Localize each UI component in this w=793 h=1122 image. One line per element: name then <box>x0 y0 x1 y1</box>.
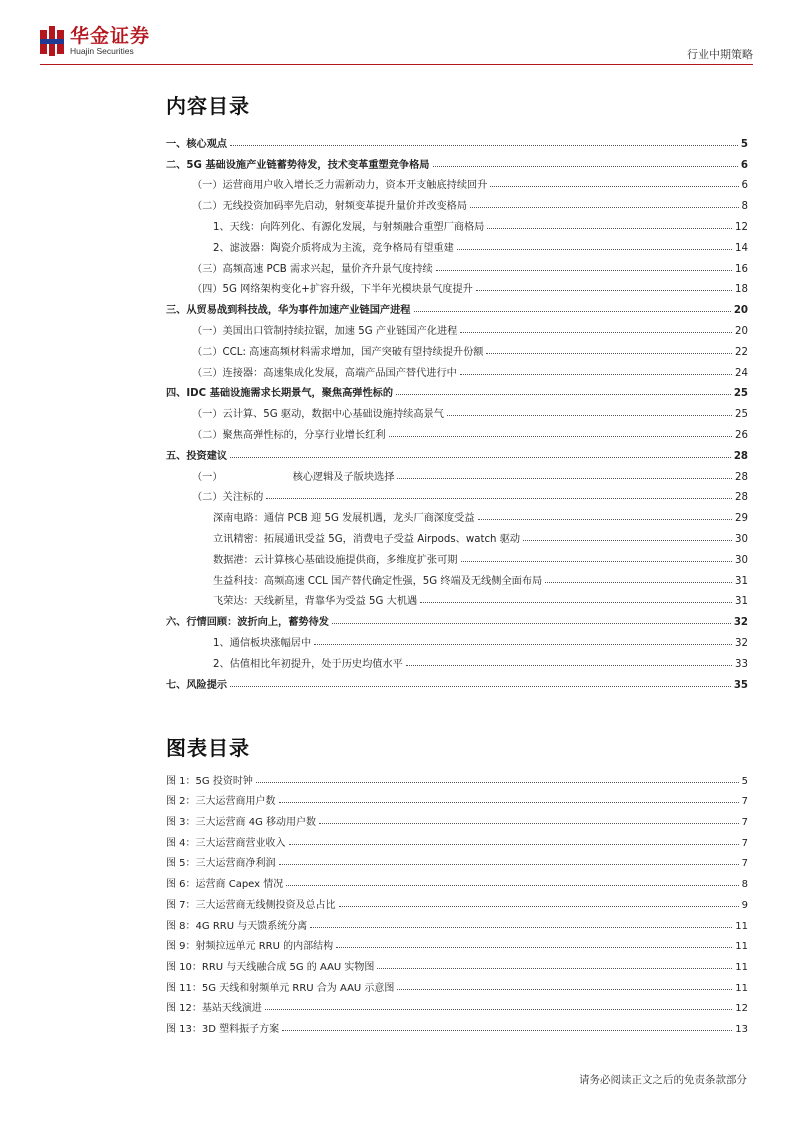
toc-entry[interactable] <box>166 191 748 212</box>
figure-entry[interactable] <box>166 869 748 890</box>
toc-entry[interactable] <box>166 503 748 524</box>
toc-entry-label: 五、投资建议 <box>166 450 228 462</box>
toc-leader-dots <box>447 415 732 416</box>
toc-entry-label: 图 9：射频拉远单元 RRU 的内部结构 <box>166 941 334 953</box>
toc-entry-label: 图 7：三大运营商无线侧投资及总占比 <box>166 899 336 911</box>
toc-entry-label: 生益科技：高频高速 CCL 国产替代确定性强，5G 终端及无线侧全面布局 <box>213 575 543 587</box>
toc-leader-dots <box>279 864 739 865</box>
toc-entry[interactable] <box>166 607 748 628</box>
toc-leader-dots <box>414 311 731 312</box>
footer-disclaimer: 请务必阅读正文之后的免责条款部分 <box>579 1074 747 1086</box>
list-of-figures <box>166 766 748 1035</box>
toc-page-number: 8 <box>741 879 748 891</box>
toc-entry-label: 图 1：5G 投资时钟 <box>166 775 253 787</box>
toc-leader-dots <box>476 290 732 291</box>
toc-entry-label: 深南电路：通信 PCB 迎 5G 发展机遇，龙头厂商深度受益 <box>213 513 475 525</box>
toc-entry[interactable] <box>166 337 748 358</box>
toc-page-number: 28 <box>735 492 748 504</box>
toc-page-number: 7 <box>741 817 748 829</box>
toc-entry[interactable] <box>166 295 748 316</box>
toc-entry-label: 图 10：RRU 与天线融合成 5G 的 AAU 实物图 <box>166 961 375 973</box>
page-header <box>40 26 753 66</box>
toc-leader-dots <box>478 519 733 520</box>
brand-name-en: Huajin Securities <box>70 46 134 56</box>
figure-entry[interactable] <box>166 932 748 953</box>
toc-page-number: 26 <box>735 429 748 441</box>
toc-entry-label: 图 11：5G 天线和射频单元 RRU 合为 AAU 示意图 <box>166 982 395 994</box>
toc-entry-label: 图 6：运营商 Capex 情况 <box>166 879 284 891</box>
toc-page-number: 35 <box>733 679 748 691</box>
toc-leader-dots <box>279 802 739 803</box>
toc-leader-dots <box>286 885 738 886</box>
toc-entry[interactable] <box>166 524 748 545</box>
toc-page-number: 6 <box>740 159 748 171</box>
toc-title: 内容目录 <box>166 94 250 118</box>
toc-leader-dots <box>457 249 732 250</box>
figure-entry[interactable] <box>166 890 748 911</box>
header-divider <box>40 64 753 65</box>
toc-page-number: 33 <box>735 658 748 670</box>
toc-entry[interactable] <box>166 316 748 337</box>
toc-leader-dots <box>314 644 732 645</box>
toc-entry-label: 图 8：4G RRU 与天馈系统分离 <box>166 920 308 932</box>
toc-page-number: 30 <box>735 554 748 566</box>
toc-leader-dots <box>487 228 732 229</box>
toc-page-number: 6 <box>741 180 748 192</box>
toc-page-number: 16 <box>735 263 748 275</box>
toc-leader-dots <box>332 623 731 624</box>
toc-page-number: 5 <box>741 775 748 787</box>
toc-leader-dots <box>523 540 732 541</box>
toc-entry-label: 图 2：三大运营商用户数 <box>166 796 276 808</box>
toc-entry[interactable] <box>166 358 748 379</box>
toc-entry-label: （二）无线投资加码率先启动，射频变革提升量价并改变格局 <box>192 201 468 213</box>
figure-entry[interactable] <box>166 828 748 849</box>
toc-entry[interactable] <box>166 254 748 275</box>
toc-page-number: 11 <box>735 982 748 994</box>
toc-leader-dots <box>406 665 732 666</box>
toc-entry-label: （二）关注标的 <box>192 492 264 504</box>
brand-name-cn: 华金证券 <box>70 25 151 47</box>
toc-leader-dots <box>265 1009 732 1010</box>
toc-entry-label: 1、通信板块涨幅居中 <box>213 637 312 649</box>
toc-entry[interactable] <box>166 441 748 462</box>
figures-title: 图表目录 <box>166 736 250 760</box>
toc-entry-label: 2、滤波器：陶瓷介质将成为主流，竞争格局有望重建 <box>213 242 454 254</box>
toc-entry-label: 六、行情回顾：波折向上，蓄势待发 <box>166 617 329 629</box>
toc-entry-label: 三、从贸易战到科技战，华为事件加速产业链国产进程 <box>166 305 411 317</box>
table-of-contents <box>166 129 748 691</box>
toc-leader-dots <box>490 186 738 187</box>
toc-entry[interactable] <box>166 462 748 483</box>
toc-entry[interactable] <box>166 545 748 566</box>
toc-leader-dots <box>397 478 732 479</box>
toc-entry-label: （三）高频高速 PCB 需求兴起，量价齐升景气度持续 <box>192 263 433 275</box>
toc-entry[interactable] <box>166 275 748 296</box>
toc-entry[interactable] <box>166 649 748 670</box>
toc-entry-label-continued: 核心逻辑及子版块选择 <box>292 471 395 483</box>
toc-entry-label: 立讯精密：拓展通讯受益 5G，消费电子受益 Airpods、watch 驱动 <box>213 533 521 545</box>
toc-page-number: 12 <box>735 221 748 233</box>
report-type: 行业中期策略 <box>687 48 753 61</box>
toc-leader-dots <box>486 353 732 354</box>
toc-page-number: 30 <box>735 533 748 545</box>
toc-leader-dots <box>545 582 732 583</box>
toc-page-number: 20 <box>733 305 748 317</box>
toc-entry[interactable] <box>166 129 748 150</box>
toc-entry-label: （一）运营商用户收入增长乏力需新动力，资本开支触底持续回升 <box>192 180 488 192</box>
toc-page-number: 25 <box>735 409 748 421</box>
figure-entry[interactable] <box>166 911 748 932</box>
toc-page-number: 7 <box>741 858 748 870</box>
toc-page-number: 11 <box>735 961 748 973</box>
figure-entry[interactable] <box>166 952 748 973</box>
toc-leader-dots <box>460 332 732 333</box>
toc-entry[interactable] <box>166 212 748 233</box>
toc-leader-dots <box>310 927 732 928</box>
toc-page-number: 8 <box>741 201 748 213</box>
toc-entry-label: （一）云计算、5G 驱动，数据中心基础设施持续高景气 <box>192 409 444 421</box>
figure-entry[interactable] <box>166 973 748 994</box>
toc-page-number: 12 <box>735 1003 748 1015</box>
toc-page-number: 24 <box>735 367 748 379</box>
toc-leader-dots <box>397 989 732 990</box>
toc-leader-dots <box>336 947 732 948</box>
toc-entry-label: （二）聚焦高弹性标的，分享行业增长红利 <box>192 429 386 441</box>
figure-entry[interactable] <box>166 766 748 787</box>
toc-page-number: 32 <box>735 637 748 649</box>
huajin-logo-icon <box>40 26 66 56</box>
toc-page-number: 31 <box>735 596 748 608</box>
toc-entry[interactable] <box>166 628 748 649</box>
toc-page-number: 28 <box>735 471 748 483</box>
toc-leader-dots <box>433 166 738 167</box>
toc-entry-label: 2、估值相比年初提升，处于历史均值水平 <box>213 658 403 670</box>
toc-entry-label: 图 4：三大运营商营业收入 <box>166 837 286 849</box>
toc-entry-label: （三）连接器：高速集成化发展，高端产品国产替代进行中 <box>192 367 457 379</box>
company-logo <box>40 26 150 56</box>
toc-leader-dots <box>266 498 732 499</box>
toc-entry-label: （一） <box>192 471 223 483</box>
toc-leader-dots <box>470 207 738 208</box>
toc-entry-label: 四、IDC 基础设施需求长期景气，聚焦高弹性标的 <box>166 388 394 400</box>
toc-entry[interactable] <box>166 150 748 171</box>
toc-entry[interactable] <box>166 233 748 254</box>
figure-entry[interactable] <box>166 1014 748 1035</box>
toc-leader-dots <box>436 270 732 271</box>
toc-leader-dots <box>230 686 731 687</box>
toc-entry[interactable] <box>166 379 748 400</box>
toc-page-number: 32 <box>733 617 748 629</box>
toc-entry-label: （四）5G 网络架构变化+扩容升级，下半年光模块景气度提升 <box>192 284 473 296</box>
toc-entry-label: （一）美国出口管制持续拉锯，加速 5G 产业链国产化进程 <box>192 325 458 337</box>
toc-leader-dots <box>256 782 739 783</box>
toc-leader-dots <box>339 906 739 907</box>
toc-page-number: 31 <box>735 575 748 587</box>
toc-page-number: 7 <box>741 837 748 849</box>
toc-leader-dots <box>460 374 732 375</box>
toc-page-number: 28 <box>733 450 748 462</box>
toc-leader-dots <box>420 602 732 603</box>
toc-entry-label: 图 12：基站天线演进 <box>166 1003 262 1015</box>
toc-page-number: 5 <box>740 138 748 150</box>
figure-entry[interactable] <box>166 807 748 828</box>
toc-entry-label: 飞荣达：天线新星，背靠华为受益 5G 大机遇 <box>213 596 418 608</box>
toc-page-number: 14 <box>735 242 748 254</box>
toc-entry-label: 图 5：三大运营商净利润 <box>166 858 276 870</box>
toc-entry-label: 一、核心观点 <box>166 138 228 150</box>
toc-page-number: 18 <box>735 284 748 296</box>
toc-leader-dots <box>377 968 732 969</box>
toc-entry-label: 二、5G 基础设施产业链蓄势待发，技术变革重塑竞争格局 <box>166 159 430 171</box>
toc-leader-dots <box>461 561 733 562</box>
toc-page-number: 11 <box>735 941 748 953</box>
toc-entry-label: 图 13：3D 塑料振子方案 <box>166 1023 280 1035</box>
toc-entry-label: （二）CCL: 高速高频材料需求增加，国产突破有望持续提升份额 <box>192 346 484 358</box>
toc-entry-label: 数据港：云计算核心基础设施提供商，多维度扩张可期 <box>213 554 458 566</box>
figure-entry[interactable] <box>166 849 748 870</box>
toc-entry[interactable] <box>166 483 748 504</box>
toc-entry[interactable] <box>166 399 748 420</box>
toc-page-number: 20 <box>735 325 748 337</box>
toc-leader-dots <box>396 394 731 395</box>
toc-page-number: 22 <box>735 346 748 358</box>
toc-leader-dots <box>319 823 739 824</box>
toc-leader-dots <box>230 145 738 146</box>
toc-page-number: 11 <box>735 920 748 932</box>
toc-entry-label: 图 3：三大运营商 4G 移动用户数 <box>166 817 317 829</box>
figure-entry[interactable] <box>166 787 748 808</box>
toc-entry[interactable] <box>166 670 748 691</box>
toc-entry[interactable] <box>166 566 748 587</box>
toc-leader-dots <box>282 1030 732 1031</box>
toc-page-number: 13 <box>735 1023 748 1035</box>
toc-page-number: 9 <box>741 899 748 911</box>
toc-leader-dots <box>389 436 732 437</box>
toc-leader-dots <box>289 844 739 845</box>
toc-page-number: 29 <box>735 513 748 525</box>
toc-entry-label: 七、风险提示 <box>166 679 228 691</box>
toc-entry[interactable] <box>166 587 748 608</box>
toc-leader-dots <box>230 457 731 458</box>
toc-page-number: 25 <box>733 388 748 400</box>
toc-entry[interactable] <box>166 171 748 192</box>
toc-page-number: 7 <box>741 796 748 808</box>
toc-entry-label: 1、天线：向阵列化、有源化发展，与射频融合重塑厂商格局 <box>213 221 485 233</box>
toc-entry[interactable] <box>166 420 748 441</box>
figure-entry[interactable] <box>166 994 748 1015</box>
